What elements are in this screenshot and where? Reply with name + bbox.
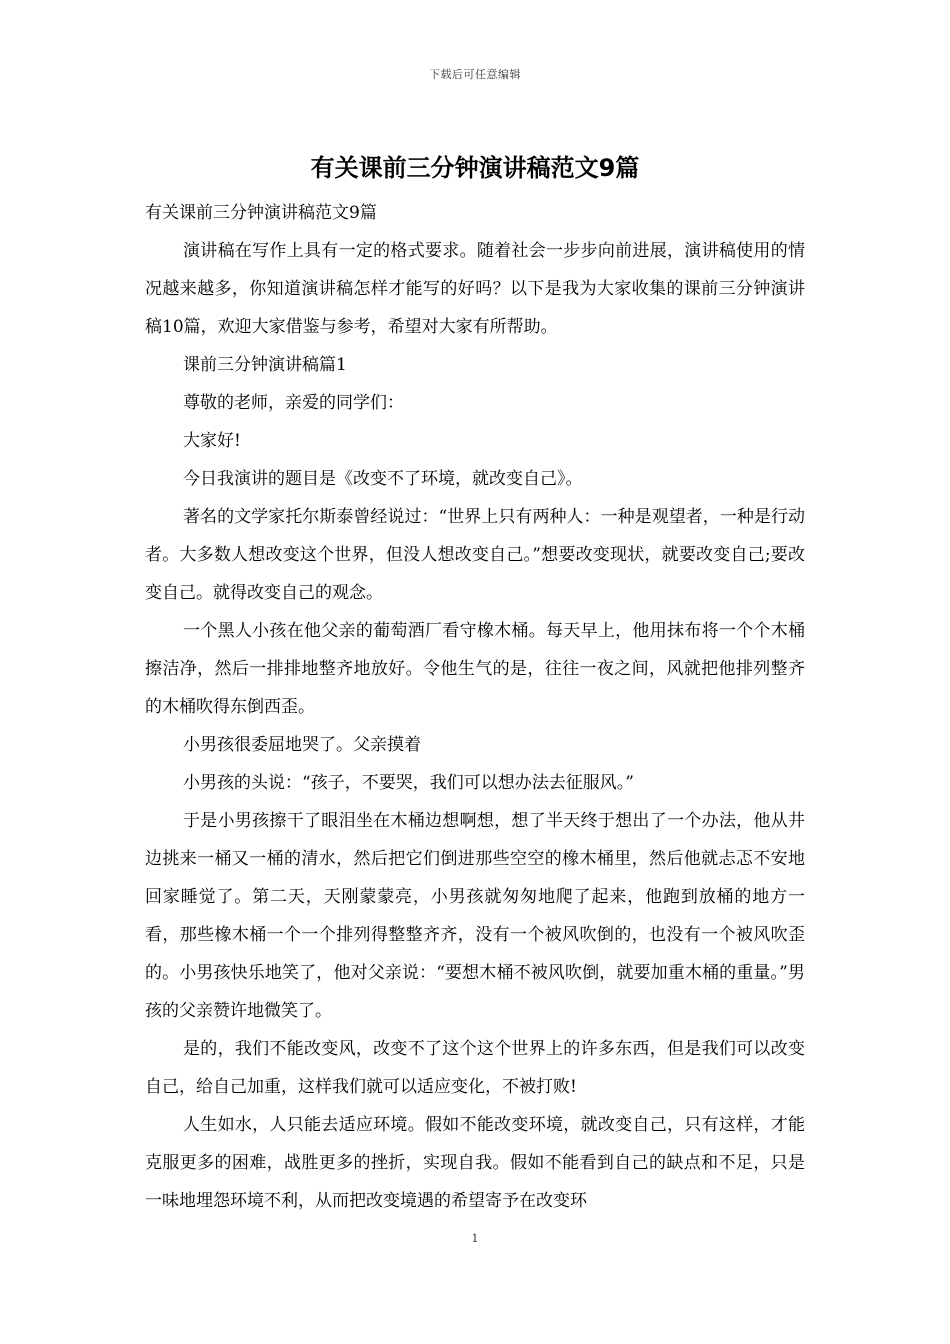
- body-paragraph: 一个黑人小孩在他父亲的葡萄酒厂看守橡木桶。每天早上，他用抹布将一个个木桶擦洁净，然后一排排地整齐地放好。令他生气的是，往往一夜之间，风就把他排列整齐的木桶吹得东倒西歪。: [145, 621, 805, 717]
- body-paragraph: 小男孩很委屈地哭了。父亲摸着: [183, 735, 421, 755]
- section-heading: 课前三分钟演讲稿篇1: [183, 355, 347, 375]
- body-paragraph: 小男孩的头说：“孩子，不要哭，我们可以想办法去征服风。”: [183, 773, 634, 793]
- body-paragraph: 今日我演讲的题目是《改变不了环境，就改变自己》。: [183, 469, 583, 489]
- body-paragraph: 大家好!: [183, 431, 241, 451]
- body-paragraph: 是的，我们不能改变风，改变不了这个这个世界上的许多东西，但是我们可以改变自己，给自己加重，这样我们就可以适应变化，不被打败!: [145, 1039, 805, 1097]
- document-body: [145, 194, 805, 1220]
- header-note: 下载后可任意编辑: [429, 68, 521, 81]
- body-paragraph: 著名的文学家托尔斯泰曾经说过：“世界上只有两种人：一种是观望者，一种是行动者。大多数人想改变这个世界，但没人想改变自己。”想要改变现状，就要改变自己;要改变自己。就得改变自己的观念。: [145, 507, 805, 603]
- document-title: 有关课前三分钟演讲稿范文9篇: [310, 154, 640, 182]
- subtitle-paragraph: 有关课前三分钟演讲稿范文9篇: [145, 203, 377, 223]
- body-paragraph: 人生如水，人只能去适应环境。假如不能改变环境，就改变自己，只有这样，才能克服更多的困难，战胜更多的挫折，实现自我。假如不能看到自己的缺点和不足，只是一味地埋怨环境不利，从而把改变境遇的希望寄予在改变环: [145, 1115, 805, 1211]
- body-paragraph: 尊敬的老师，亲爱的同学们：: [183, 393, 404, 413]
- page-number: 1: [471, 1232, 479, 1245]
- body-paragraph: 演讲稿在写作上具有一定的格式要求。随着社会一步步向前进展，演讲稿使用的情况越来越多，你知道演讲稿怎样才能写的好吗？以下是我为大家收集的课前三分钟演讲稿10篇，欢迎大家借鉴与参考，希望对大家有所帮助。: [145, 241, 805, 337]
- body-paragraph: 于是小男孩擦干了眼泪坐在木桶边想啊想，想了半天终于想出了一个办法，他从井边挑来一桶又一桶的清水，然后把它们倒进那些空空的橡木桶里，然后他就忐忑不安地回家睡觉了。第二天，天刚蒙蒙亮，小男孩就匆匆地爬了起来，他跑到放桶的地方一看，那些橡木桶一个一个排列得整整齐齐，没有一个被风吹倒的，也没有一个被风吹歪的。小男孩快乐地笑了，他对父亲说：“要想木桶不被风吹倒，就要加重木桶的重量。”男孩的父亲赞许地微笑了。: [145, 811, 805, 1021]
